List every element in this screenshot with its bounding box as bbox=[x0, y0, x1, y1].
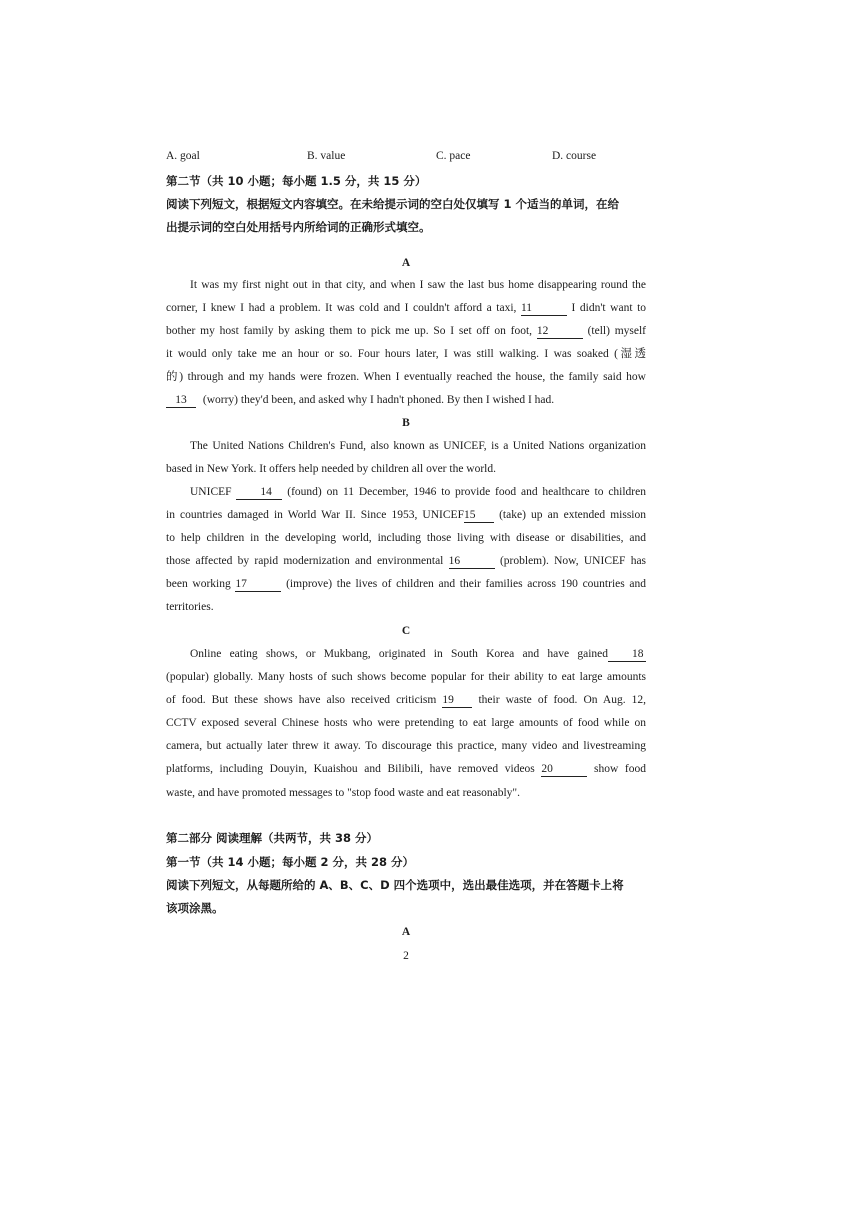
passage-b-line-3: UNICEF 14 (found) on 11 December, 1946 to provide food and healthcare to children bbox=[190, 486, 646, 498]
blank-15[interactable]: 15 bbox=[464, 509, 494, 523]
passage-c-letter: C bbox=[401, 625, 411, 637]
blank-20[interactable]: 20 bbox=[541, 763, 587, 777]
passage-b-line-5: to help children in the developing world, including those living with disease or disabilities, and bbox=[166, 532, 646, 544]
blank-11[interactable]: 11 bbox=[521, 302, 567, 316]
blank-17[interactable]: 17 bbox=[235, 578, 281, 592]
blank-13[interactable]: 13 bbox=[166, 394, 196, 408]
part2-heading: 第二部分 阅读理解（共两节，共 38 分） bbox=[166, 831, 379, 845]
q10-option-a: A. goal bbox=[166, 150, 200, 162]
part2-passage-letter: A bbox=[401, 926, 411, 938]
passage-b-letter: B bbox=[402, 417, 410, 429]
page-number: 2 bbox=[403, 950, 409, 962]
passage-a-line-1: It was my first night out in that city, and when I saw the last bus home disappearing round the bbox=[190, 279, 646, 291]
passage-a-line-3: bother my host family by asking them to pick me up. So I set off on foot, 12 (tell) myself bbox=[166, 325, 646, 337]
part2-instruction-2: 该项涂黑。 bbox=[166, 901, 224, 915]
q10-option-c: C. pace bbox=[436, 150, 471, 162]
part2-instruction-1: 阅读下列短文，从每题所给的 A、B、C、D 四个选项中，选出最佳选项，并在答题卡上将 bbox=[166, 878, 624, 892]
passage-a-letter: A bbox=[401, 257, 411, 269]
passage-b-line-6: those affected by rapid modernization and environmental 16 (problem). Now, UNICEF has bbox=[166, 555, 646, 567]
blank-14[interactable]: 14 bbox=[236, 486, 282, 500]
q10-option-d: D. course bbox=[552, 150, 597, 162]
passage-c-line-2: (popular) globally. Many hosts of such shows become popular for their ability to eat large amounts bbox=[166, 671, 646, 683]
section2-instruction-1: 阅读下列短文，根据短文内容填空。在未给提示词的空白处仅填写 1 个适当的单词，在给 bbox=[166, 197, 620, 211]
part2-subheading: 第一节（共 14 小题；每小题 2 分，共 28 分） bbox=[166, 855, 415, 869]
passage-c-line-4: CCTV exposed several Chinese hosts who were pretending to eat large amounts of food while on bbox=[166, 717, 646, 729]
passage-c-line-6: platforms, including Douyin, Kuaishou and Bilibili, have removed videos 20 show food bbox=[166, 763, 646, 775]
q10-option-b: B. value bbox=[307, 150, 346, 162]
passage-a-line-4: it would only take me an hour or so. Four hours later, I was still walking. I was soaked (湿透 bbox=[166, 348, 646, 360]
passage-c-line-1: Online eating shows, or Mukbang, originated in South Korea and have gained 18 bbox=[166, 646, 646, 662]
blank-18[interactable]: 18 bbox=[608, 648, 646, 662]
passage-a-line-6: 13 (worry) they'd been, and asked why I hadn't phoned. By then I wished I had. bbox=[166, 392, 646, 408]
passage-c-line-7: waste, and have promoted messages to "stop food waste and eat reasonably". bbox=[166, 787, 520, 799]
passage-b-line-7: been working 17 (improve) the lives of children and their families across 190 countries and bbox=[166, 578, 646, 590]
passage-a-line-2: corner, I knew I had a problem. It was cold and I couldn't afford a taxi, 11 I didn't want to bbox=[166, 302, 646, 314]
passage-c-line-3: of food. But these shows have also received criticism 19 their waste of food. On Aug. 12, bbox=[166, 694, 646, 706]
passage-b-line-8: territories. bbox=[166, 601, 214, 613]
blank-12[interactable]: 12 bbox=[537, 325, 583, 339]
section2-heading: 第二节（共 10 小题；每小题 1.5 分，共 15 分） bbox=[166, 174, 427, 188]
section2-instruction-2: 出提示词的空白处用括号内所给词的正确形式填空。 bbox=[166, 220, 431, 234]
passage-b-line-4: in countries damaged in World War II. Since 1953, UNICEF15 (take) up an extended mission bbox=[166, 509, 646, 521]
blank-16[interactable]: 16 bbox=[449, 555, 495, 569]
passage-a-line-5: 的) through and my hands were frozen. When I eventually reached the house, the family said how bbox=[166, 371, 646, 383]
passage-b-line-2: based in New York. It offers help needed by children all over the world. bbox=[166, 463, 497, 475]
blank-19[interactable]: 19 bbox=[442, 694, 472, 708]
passage-c-line-5: camera, but actually later threw it away. To discourage this practice, many video and livestreaming bbox=[166, 740, 646, 752]
passage-b-line-1: The United Nations Children's Fund, also known as UNICEF, is a United Nations organization bbox=[190, 440, 646, 452]
